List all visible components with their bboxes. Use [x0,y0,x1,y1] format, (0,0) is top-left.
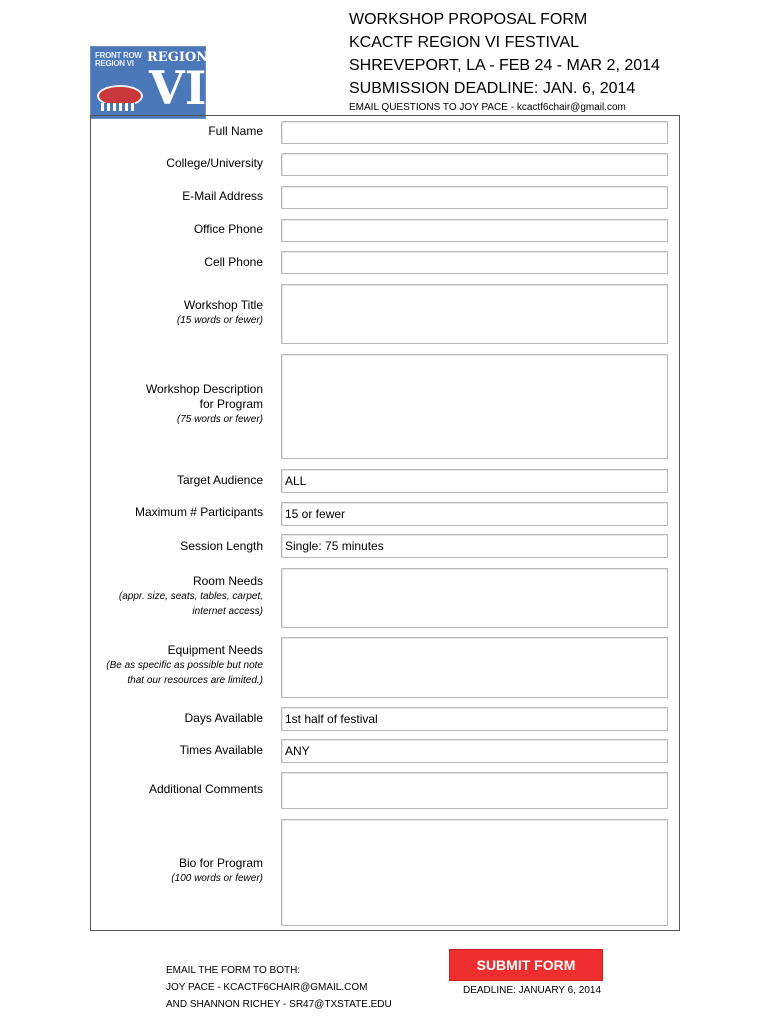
header-email-questions: EMAIL QUESTIONS TO JOY PACE - kcactf6chair@gmail.com [349,102,626,113]
email-instructions: EMAIL THE FORM TO BOTH: JOY PACE - KCACTF6CHAIR@GMAIL.COM AND SHANNON RICHEY - SR47@TXSTATE.EDU [166,965,392,1010]
workshop-title-note: (15 words or fewer) [176,315,263,326]
cell-phone-label: Cell Phone [204,255,263,269]
room-needs-input[interactable] [281,568,668,628]
max-participants-input[interactable]: 15 or fewer [281,502,668,526]
full-name-input[interactable] [281,121,668,144]
target-audience-input[interactable]: ALL [281,469,668,493]
cell-phone-input[interactable] [281,251,668,274]
additional-comments-input[interactable] [281,772,668,809]
header-festival: KCACTF REGION VI FESTIVAL [349,34,579,51]
office-phone-input[interactable] [281,219,668,242]
college-input[interactable] [281,153,668,176]
equipment-needs-label: Equipment Needs (Be as specific as possible but note that our resources are limited.) [106,643,263,686]
bio-input[interactable] [281,819,668,926]
additional-comments-label: Additional Comments [148,782,263,796]
days-available-input[interactable]: 1st half of festival [281,707,668,731]
email-label: E-Mail Address [182,189,263,203]
region-vi-logo [90,46,209,119]
footer-deadline: DEADLINE: JANUARY 6, 2014 [463,985,602,996]
workshop-title-label: Workshop Title (15 words or fewer) [176,298,263,326]
logo-region-text: REGION [147,50,209,65]
college-label: College/University [166,156,263,170]
full-name-label: Full Name [208,124,263,138]
submit-form-button[interactable]: SUBMIT FORM [449,949,603,981]
session-length-label: Session Length [180,539,263,553]
email-input[interactable] [281,186,668,209]
description-input[interactable] [281,354,668,459]
bio-label: Bio for Program (100 words or fewer) [171,856,263,884]
logo-mini-text: FRONT ROW REGION VI [95,51,142,68]
header-deadline: SUBMISSION DEADLINE: JAN. 6, 2014 [349,80,636,97]
description-label: Workshop Description for Program (75 words or fewer) [145,382,263,425]
max-participants-label: Maximum # Participants [134,505,263,519]
office-phone-label: Office Phone [193,222,263,236]
times-available-input[interactable]: ANY [281,739,668,763]
logo-stripes-icon [101,103,135,111]
description-note: (75 words or fewer) [176,414,263,425]
logo-numeral: VI [149,61,207,115]
room-needs-label: Room Needs (appr. size, seats, tables, carpet, internet access) [118,574,263,617]
header-location-dates: SHREVEPORT, LA - FEB 24 - MAR 2, 2014 [349,57,660,74]
target-audience-label: Target Audience [176,473,263,487]
workshop-title-input[interactable] [281,284,668,344]
equipment-needs-input[interactable] [281,637,668,698]
form-header [349,8,749,115]
days-available-label: Days Available [184,711,263,725]
header-title: WORKSHOP PROPOSAL FORM [349,11,588,28]
times-available-label: Times Available [179,743,263,757]
bio-note: (100 words or fewer) [171,873,263,884]
session-length-input[interactable]: Single: 75 minutes [281,534,668,558]
